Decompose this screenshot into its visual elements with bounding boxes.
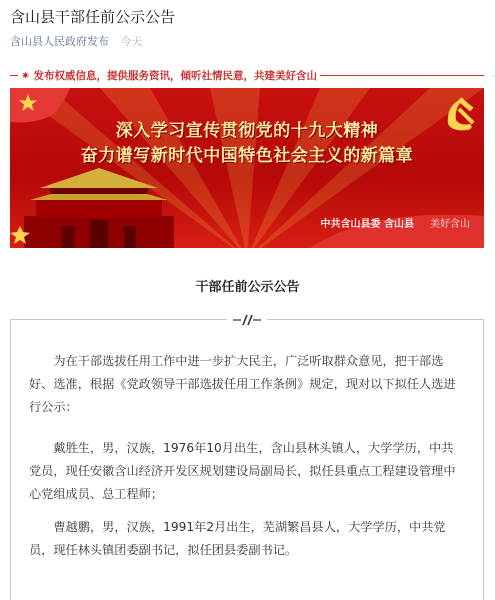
slogan-text: ✷ 发布权威信息，提供服务资讯，倾听社情民意，共建美好含山 [18, 68, 320, 83]
article-title: 含山县干部任前公示公告 [10, 8, 176, 26]
section-title: 干部任前公示公告 [195, 280, 300, 295]
paragraph-candidate-2: 曹越鹏，男，汉族，1991年2月出生，芜湖繁昌县人，大学学历，中共党员，现任林头镇团委副书记，拟任团县委副书记。 [29, 520, 446, 557]
banner-watermark: 美好含山 [430, 219, 470, 230]
banner-headline-1: 深入学习宣传贯彻党的十九大精神 [115, 121, 379, 141]
slogan-bar [10, 68, 484, 82]
paragraph-candidate-1: 戴胜生，男，汉族，1976年10月出生，含山县林头镇人，大学学历，中共党员，现任安徽含山经济开发区规划建设局副局长，拟任县重点工程建设管理中心党组成员、总工程师； [29, 441, 456, 501]
publisher-link[interactable]: 含山县人民政府发布 [10, 35, 109, 48]
paragraph-intro: 为在干部选拔任用工作中进一步扩大民主，广泛听取群众意见，把干部选好、选准，根据《党政领导干部选拔任用工作条例》规定，现对以下拟任人选进行公示： [29, 354, 456, 414]
double-slash-icon [227, 312, 267, 328]
banner-image [10, 88, 484, 248]
publish-time: 今天 [120, 35, 143, 48]
article-meta [10, 33, 143, 49]
banner-org: 中共含山县委 含山县 [320, 219, 414, 230]
banner-headline-2: 奋力谱写新时代中国特色社会主义的新篇章 [80, 146, 414, 166]
